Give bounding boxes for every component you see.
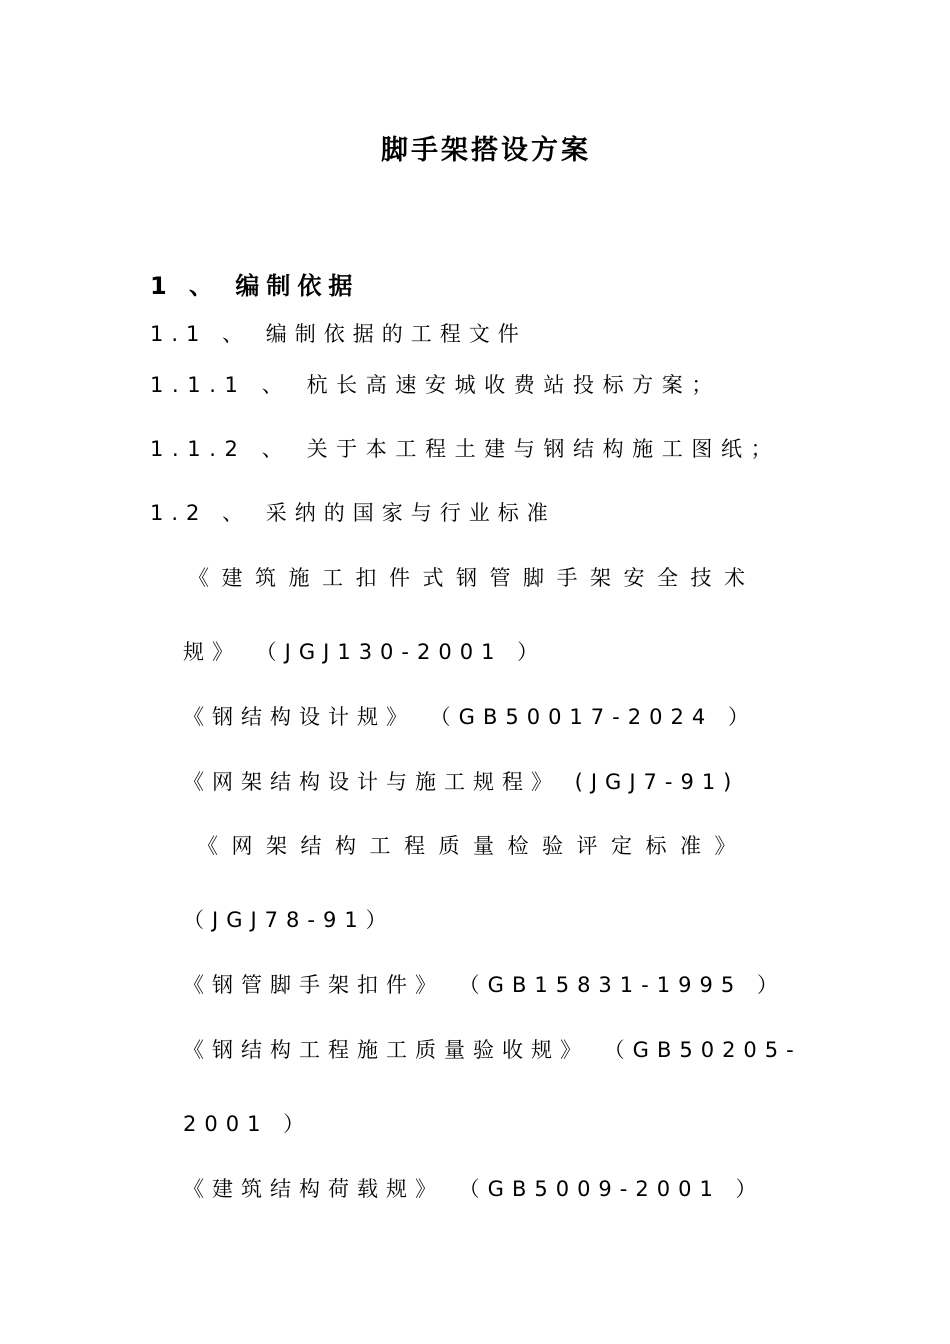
standard-line: 《建筑结构荷载规》 （GB5009-2001 ） xyxy=(183,1177,765,1201)
standard-line: 《建筑施工扣件式钢管脚手架安全技术 xyxy=(188,566,758,590)
document-title: 脚手架搭设方案 xyxy=(381,135,591,166)
list-item-1-1-2: 1.1.2 、 关于本工程土建与钢结构施工图纸； xyxy=(150,437,781,461)
section-heading-1: 1 、 编制依据 xyxy=(150,272,360,300)
subsection-heading-1-1: 1.1 、 编制依据的工程文件 xyxy=(150,322,527,346)
standard-line: 《钢结构工程施工质量验收规》 （GB50205- xyxy=(183,1038,802,1062)
standard-line: 规》 （JGJ130-2001 ） xyxy=(183,640,547,664)
standard-line: 《网架结构工程质量检验评定标准》 xyxy=(197,834,749,858)
list-item-1-1-1: 1.1.1 、 杭长高速安城收费站投标方案； xyxy=(150,373,721,397)
standard-line: （JGJ78-91） xyxy=(183,908,395,932)
standard-line: 《钢结构设计规》 （GB50017-2024 ） xyxy=(183,705,757,729)
standard-line: 《网架结构设计与施工规程》 (JGJ7-91) xyxy=(183,770,740,794)
standard-line: 2001 ） xyxy=(183,1112,313,1136)
standard-line: 《钢管脚手架扣件》 （GB15831-1995 ） xyxy=(183,973,786,997)
subsection-heading-1-2: 1.2 、 采纳的国家与行业标准 xyxy=(150,501,556,525)
